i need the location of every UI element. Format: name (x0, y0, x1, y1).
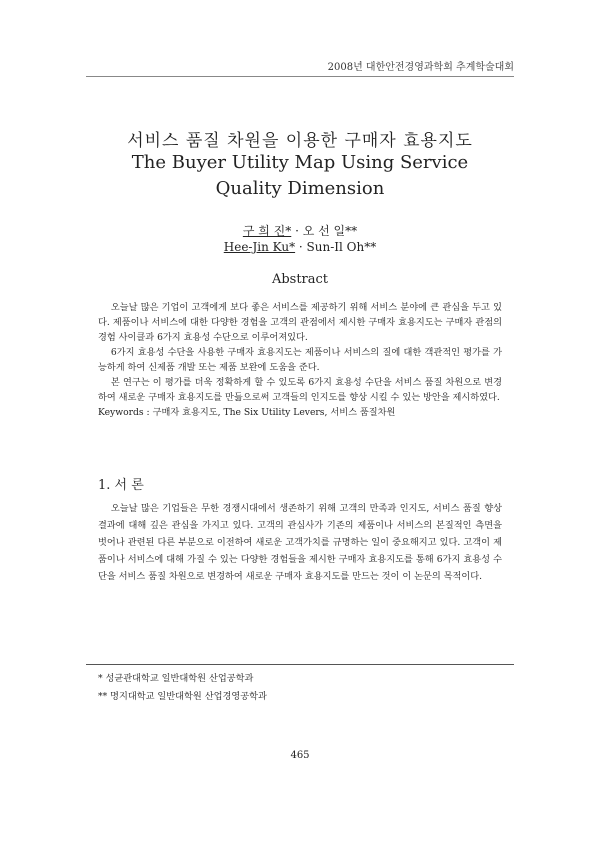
footnote-2: ** 명지대학교 일반대학원 산업경영공학과 (98, 691, 267, 702)
title-english-line2: Quality Dimension (215, 178, 385, 199)
abstract-paragraph: 오늘날 많은 기업이 고객에게 보다 좋은 서비스를 제공하기 위해 서비스 분야에 큰 관심을 두고 있다. 제품이나 서비스에 대한 다양한 경험을 고객의 관점에서 제시한 구매자 효용지도는 구매자 관점의 경험 사이클과 6가지 효용성 수단으로 이루어져있다. (98, 302, 502, 343)
body-paragraph: 오늘날 많은 기업들은 무한 경쟁시대에서 생존하기 위해 고객의 만족과 인지도, 서비스 품질 향상 결과에 대해 깊은 관심을 가지고 있다. 고객의 관심사가 기존의 제품이나 서비스의 본질적인 측면을 벗어나 관련된 다른 부분으로 이전하여 새로운 고객가치를 규명하는 일이 중요해지고 있다. 고객이 제품이나 서비스에 대해 가질 수 있는 다양한 경험들을 제시한 구매자 효용지도를 통해 6가지 효용성 수단을 서비스 품질 차원으로 변경하여 새로운 구매자 효용지도를 만드는 것이 이 논문의 목적이다. (98, 503, 502, 582)
abstract-paragraph: 본 연구는 이 평가를 더욱 정확하게 할 수 있도록 6가지 효용성 수단을 서비스 품질 차원으로 변경하여 새로운 구매자 효용지도를 만듦으로써 고객들의 인지도를 향상 시킬 수 있는 방안을 제시하였다. (98, 377, 502, 403)
page-number: 465 (290, 750, 310, 761)
title-korean: 서비스 품질 차원을 이용한 구매자 효용지도 (127, 131, 473, 151)
footnote-1: * 성균관대학교 일반대학원 산업공학과 (98, 673, 254, 684)
authors-english (0, 240, 600, 254)
section-body (98, 500, 502, 585)
authors-korean (0, 222, 600, 239)
author-separator: · (291, 224, 303, 238)
running-head: 2008년 대한안전경영과학회 추계학술대회 (327, 62, 514, 73)
footnotes (98, 670, 267, 706)
author-korean-1: 구 희 진* (242, 224, 292, 238)
title-english-line1: The Buyer Utility Map Using Service (131, 152, 469, 173)
header-rule (86, 76, 514, 77)
keywords: Keywords : 구매자 효용지도, The Six Utility Levers, 서비스 품질차원 (98, 407, 396, 418)
author-korean-2: 오 선 일** (302, 224, 358, 238)
abstract-body (98, 300, 502, 420)
abstract-heading: Abstract (271, 272, 329, 287)
abstract-paragraph: 6가지 효용성 수단을 사용한 구매자 효용지도는 제품이나 서비스의 질에 대한 객관적인 평가를 가능하게 하여 신제품 개발 또는 제품 보완에 도움을 준다. (98, 347, 502, 373)
author-separator: · (295, 240, 307, 254)
footnote-rule (86, 664, 514, 665)
author-english-2: Sun-Il Oh** (306, 240, 377, 254)
author-english-1: Hee-Jin Ku* (223, 240, 296, 254)
section-heading: 1. 서 론 (98, 478, 144, 493)
